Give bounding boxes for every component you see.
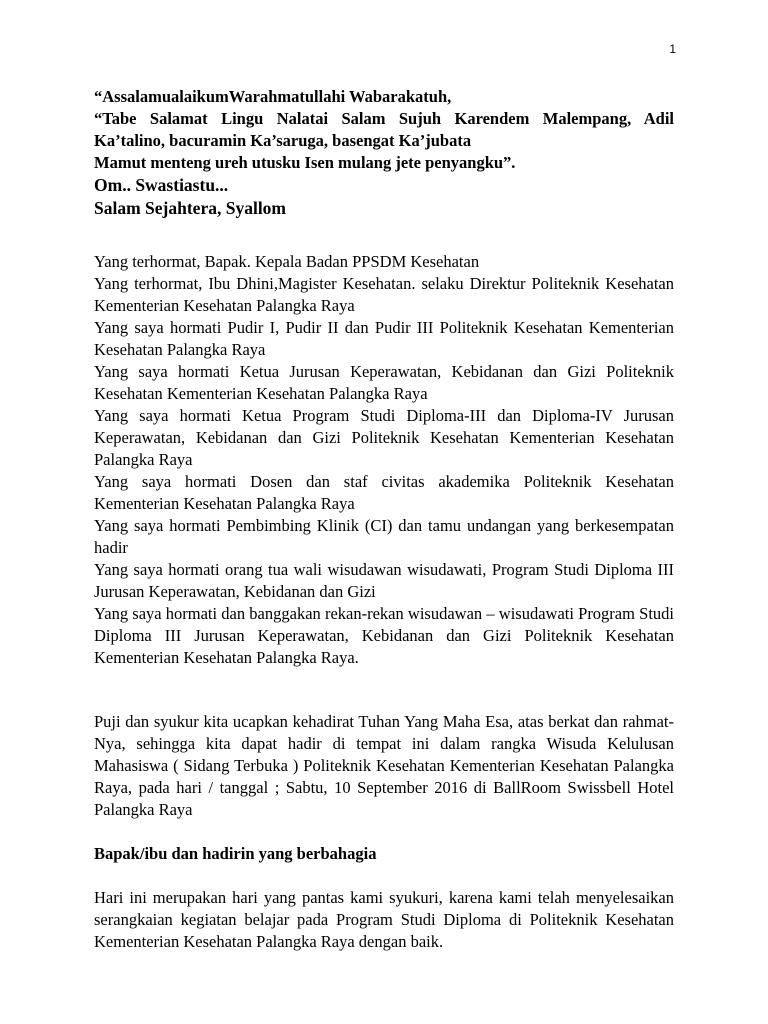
greeting-line: Om.. Swastiastu...: [94, 175, 229, 195]
addressee-item: Yang saya hormati Ketua Program Studi Diploma-III dan Diploma-IV Jurusan Keperawatan, Kebidanan dan Gizi Politeknik Kesehatan Kementerian Kesehatan Palangka Raya: [94, 406, 674, 469]
addressee-item: Yang terhormat, Bapak. Kepala Badan PPSDM Kesehatan: [94, 252, 480, 271]
addressee-list: [94, 251, 674, 669]
greeting-block: [94, 86, 674, 220]
addressee-item: Yang saya hormati Ketua Jurusan Keperawatan, Kebidanan dan Gizi Politeknik Kesehatan Kementerian Kesehatan Palangka Raya: [94, 362, 674, 403]
greeting-line: Mamut menteng ureh utusku Isen mulang jete penyangku”.: [94, 153, 516, 172]
addressee-item: Yang saya hormati orang tua wali wisudawan wisudawati, Program Studi Diploma III Jurusan Keperawatan, Kebidanan dan Gizi: [94, 560, 674, 601]
section-heading: Bapak/ibu dan hadirin yang berbahagia: [94, 844, 377, 863]
page-number: 1: [669, 42, 676, 56]
greeting-line: “AssalamualaikumWarahmatullahi Wabarakatuh,: [94, 87, 452, 106]
addressee-item: Yang saya hormati Dosen dan staf civitas akademika Politeknik Kesehatan Kementerian Kesehatan Palangka Raya: [94, 472, 674, 513]
addressee-item: Yang saya hormati Pudir I, Pudir II dan Pudir III Politeknik Kesehatan Kementerian Kesehatan Palangka Raya: [94, 318, 674, 359]
addressee-item: Yang terhormat, Ibu Dhini,Magister Kesehatan. selaku Direktur Politeknik Kesehatan Kementerian Kesehatan Palangka Raya: [94, 274, 674, 315]
greeting-line: Salam Sejahtera, Syallom: [94, 198, 287, 218]
addressee-item: Yang saya hormati dan banggakan rekan-rekan wisudawan – wisudawati Program Studi Diploma III Jurusan Keperawatan, Kebidanan dan Gizi Politeknik Kesehatan Kementerian Kesehatan Palangka Raya.: [94, 604, 674, 667]
gratitude-paragraph: Hari ini merupakan hari yang pantas kami syukuri, karena kami telah menyelesaikan serangkaian kegiatan belajar pada Program Studi Diploma di Politeknik Kesehatan Kementerian Kesehatan Palangka Raya dengan baik.: [94, 888, 674, 951]
addressee-item: Yang saya hormati Pembimbing Klinik (CI) dan tamu undangan yang berkesempatan hadir: [94, 516, 674, 557]
document-body: [94, 86, 674, 953]
greeting-line: “Tabe Salamat Lingu Nalatai Salam Sujuh Karendem Malempang, Adil Ka’talino, bacuramin Ka’saruga, basengat Ka’jubata: [94, 109, 674, 150]
opening-paragraph: Puji dan syukur kita ucapkan kehadirat Tuhan Yang Maha Esa, atas berkat dan rahmat-Nya, sehingga kita dapat hadir di tempat ini dalam rangka Wisuda Kelulusan Mahasiswa ( Sidang Terbuka ) Politeknik Kesehatan Kementerian Kesehatan Palangka Raya, pada hari / tanggal ; Sabtu, 10 September 2016 di BallRoom Swissbell Hotel Palangka Raya: [94, 712, 674, 819]
